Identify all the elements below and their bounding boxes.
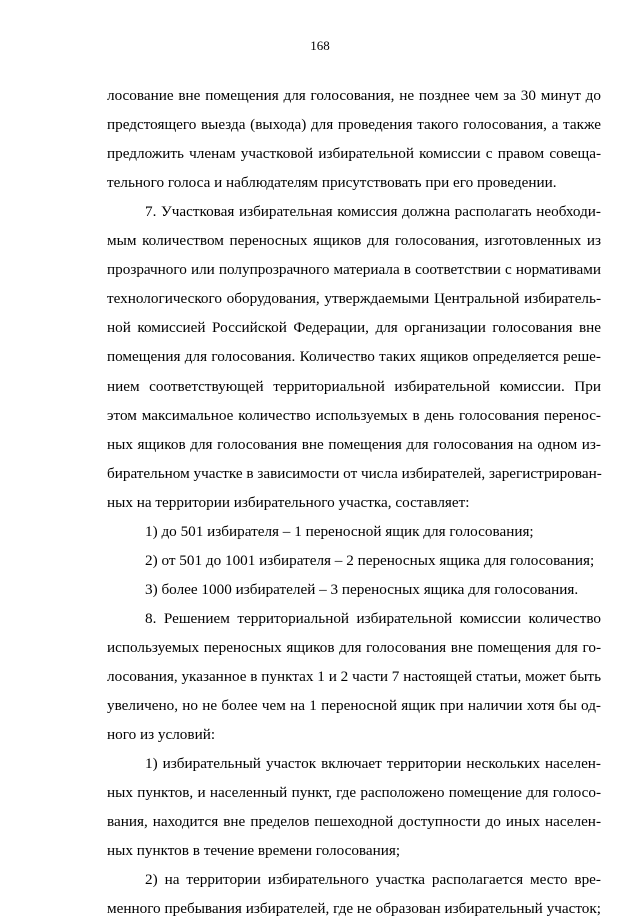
- text-line: 2) на территории избирательного участка располагается место вре-: [145, 871, 601, 889]
- text-line: тельного голоса и наблюдателям присутствовать при его проведении.: [107, 174, 557, 192]
- text-line: 2) от 501 до 1001 избирателя – 2 переносных ящика для голосования;: [145, 551, 595, 569]
- text-line: ных ящиков для голосования вне помещения для голосования на одном из-: [107, 435, 601, 453]
- text-line: технологического оборудования, утверждаемыми Центральной избиратель-: [107, 290, 601, 308]
- text-line: 7. Участковая избирательная комиссия должна располагать необходи-: [145, 203, 601, 221]
- text-line: ных на территории избирательного участка, составляет:: [107, 493, 470, 511]
- text-line: 1) до 501 избирателя – 1 переносной ящик для голосования;: [145, 522, 534, 540]
- text-line: предложить членам участковой избирательной комиссии с правом совеща-: [107, 145, 601, 163]
- text-line: лосование вне помещения для голосования, не позднее чем за 30 минут до: [107, 87, 601, 104]
- text-line: ного из условий:: [107, 726, 216, 744]
- text-line: вания, находится вне пределов пешеходной доступности до иных населен-: [107, 813, 601, 831]
- text-line: мым количеством переносных ящиков для голосования, изготовленных из: [107, 232, 601, 250]
- text-line: лосования, указанное в пунктах 1 и 2 части 7 настоящей статьи, может быть: [107, 668, 601, 685]
- text-line: ной комиссией Российской Федерации, для организации голосования вне: [107, 319, 601, 337]
- text-line: помещения для голосования. Количество таких ящиков определяется реше-: [107, 348, 601, 366]
- text-line: увеличено, но не более чем на 1 переносной ящик при наличии хотя бы од-: [107, 697, 601, 715]
- text-line: менного пребывания избирателей, где не образован избирательный участок;: [107, 900, 601, 918]
- text-line: нием соответствующей территориальной избирательной комиссии. При: [107, 377, 601, 395]
- text-line: 1) избирательный участок включает территории нескольких населен-: [145, 755, 601, 773]
- text-line: 3) более 1000 избирателей – 3 переносных ящика для голосования.: [145, 580, 579, 598]
- text-line: этом максимальное количество используемых в день голосования перенос-: [107, 406, 601, 424]
- page-number: 168: [310, 38, 330, 53]
- text-line: предстоящего выезда (выхода) для проведения такого голосования, а также: [107, 116, 601, 133]
- text-line: бирательном участке в зависимости от числа избирателей, зарегистрирован-: [107, 464, 602, 482]
- text-line: ных пунктов в течение времени голосования;: [107, 842, 401, 860]
- text-line: прозрачного или полупрозрачного материала в соответствии с нормативами: [107, 261, 601, 279]
- text-line: используемых переносных ящиков для голосования вне помещения для го-: [107, 639, 601, 656]
- text-line: 8. Решением территориальной избирательной комиссии количество: [145, 609, 601, 627]
- text-line: ных пунктов, и населенный пункт, где расположено помещение для голосо-: [107, 784, 601, 802]
